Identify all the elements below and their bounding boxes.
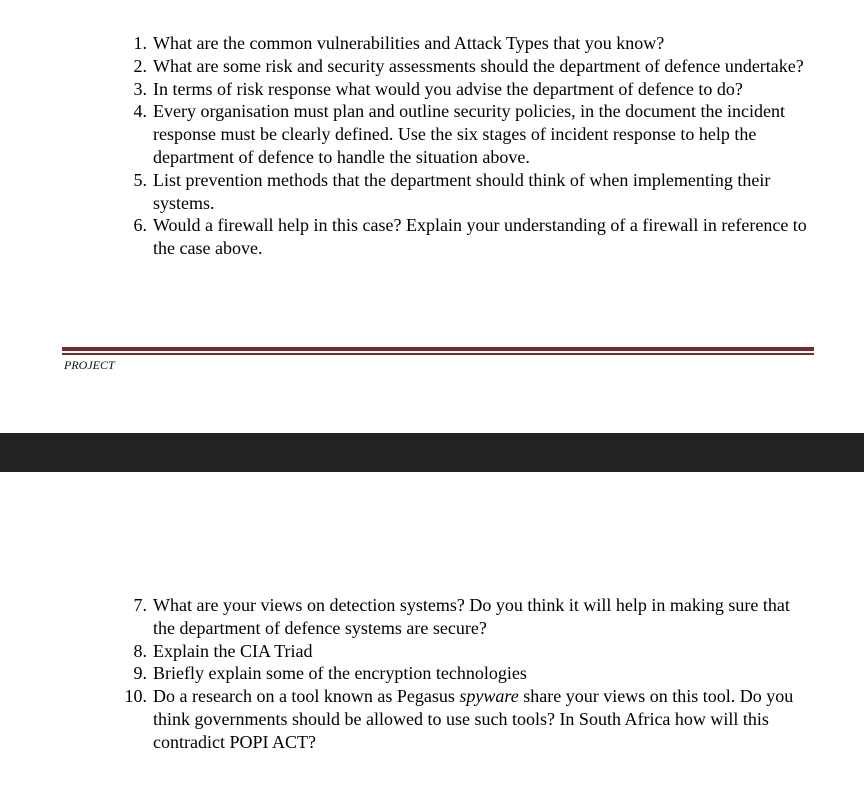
question-text (153, 685, 814, 753)
question-text: List prevention methods that the department should think of when implementing their systems. (153, 169, 771, 213)
question-number: 10. (124, 686, 147, 707)
page-separator (0, 433, 864, 472)
question-number: 8. (133, 640, 147, 661)
question-text-italic: spyware (459, 686, 519, 707)
question-number: 4. (133, 101, 147, 122)
question-number: 3. (133, 78, 147, 99)
question-item (114, 662, 814, 685)
question-item (114, 55, 814, 78)
question-item (114, 214, 814, 260)
question-text: What are the common vulnerabilities and Attack Types that you know? (153, 33, 665, 53)
question-number: 7. (133, 595, 147, 615)
question-item (114, 78, 814, 101)
question-number: 2. (133, 55, 147, 76)
question-text: What are some risk and security assessments should the department of defence undertake? (153, 55, 804, 76)
question-text: In terms of risk response what would you advise the department of defence to do? (153, 78, 743, 99)
footer-label: PROJECT (64, 358, 115, 372)
question-list-top (114, 32, 814, 260)
question-text: Briefly explain some of the encryption technologies (153, 663, 527, 684)
question-text: What are your views on detection systems? Do you think it will help in making sure that the department of defence systems are secure? (153, 595, 790, 638)
question-item (114, 169, 814, 215)
question-text-part: Do a research on a tool known as Pegasus (153, 686, 460, 707)
question-number: 1. (133, 33, 147, 53)
question-number: 6. (133, 215, 147, 236)
question-text: Explain the CIA Triad (153, 640, 313, 661)
question-number: 5. (133, 169, 147, 190)
question-item (114, 640, 814, 663)
footer-rule (62, 347, 814, 355)
footer-rule-thin (62, 353, 814, 355)
question-item (114, 594, 814, 640)
question-item (114, 100, 814, 168)
question-text: Every organisation must plan and outline security policies, in the document the incident response must be clearly defined. Use the six stages of incident response to help the department of defence to handle the situation above. (153, 101, 786, 167)
question-list-bottom (114, 594, 814, 754)
question-item (114, 685, 814, 753)
question-number: 9. (133, 663, 147, 684)
question-text-part: share your views on this tool. Do you think governments should be allowed to use such tools? In South Africa how will this contradict POPI ACT? (153, 686, 794, 752)
question-text: Would a firewall help in this case? Explain your understanding of a firewall in reference to the case above. (153, 215, 807, 259)
footer-rule-thick (62, 347, 814, 351)
question-item (114, 32, 814, 55)
